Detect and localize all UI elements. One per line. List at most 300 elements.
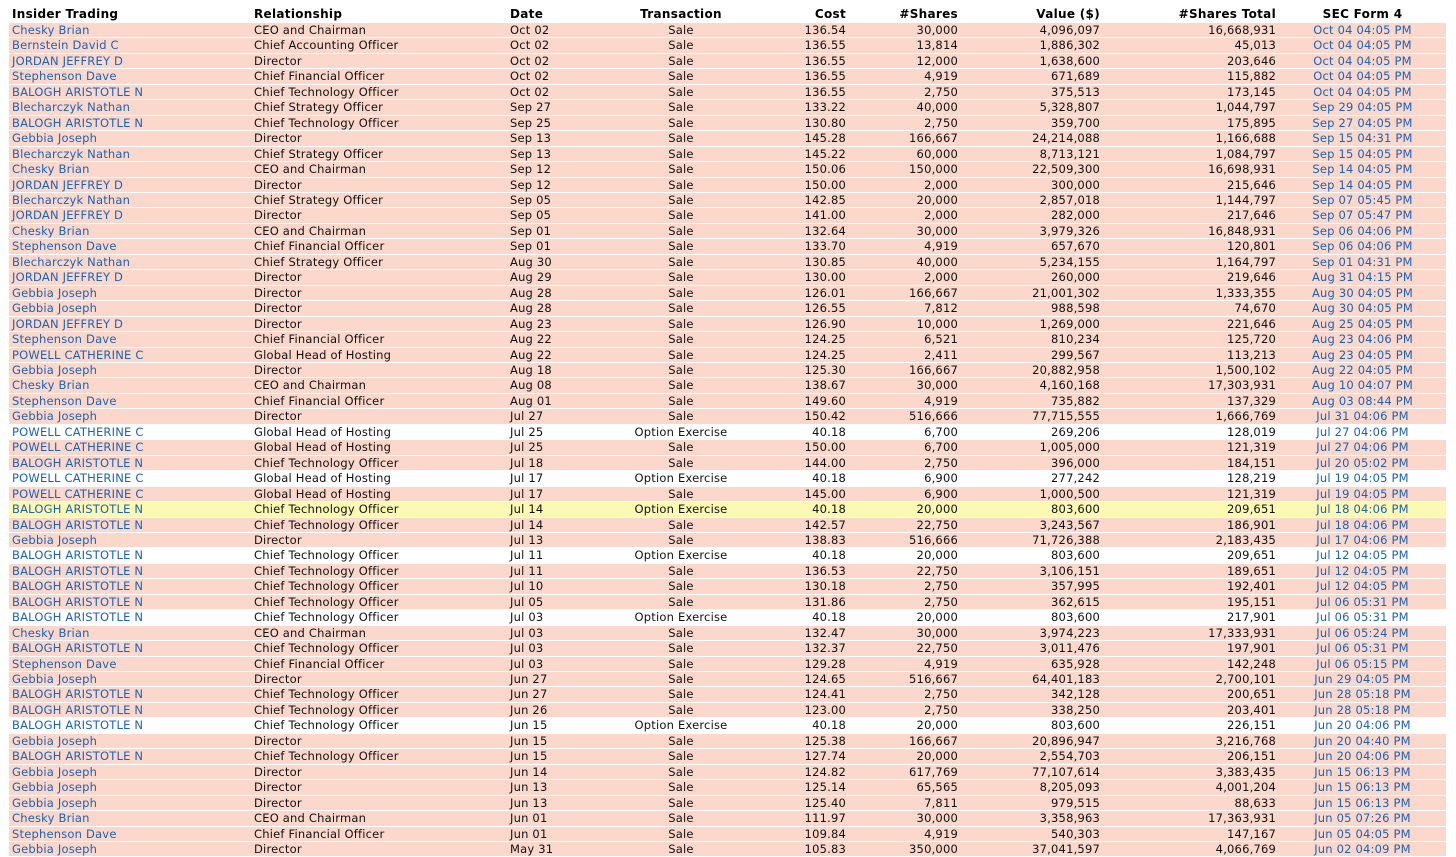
insider-name[interactable]: BALOGH ARISTOTLE N	[9, 455, 251, 470]
value: 20,882,958	[961, 362, 1103, 377]
transaction-type: Sale	[611, 409, 751, 424]
insider-name[interactable]: Chesky Brian	[9, 378, 251, 393]
transaction-type: Option Exercise	[611, 502, 751, 517]
shares-total: 219,646	[1103, 270, 1279, 285]
header-insider-trading[interactable]: Insider Trading	[9, 5, 251, 23]
header-transaction[interactable]: Transaction	[611, 5, 751, 23]
shares-total: 115,882	[1103, 69, 1279, 84]
sec-form-4-link[interactable]: Jul 12 04:05 PM	[1279, 563, 1446, 578]
transaction-type: Sale	[611, 239, 751, 254]
sec-form-4-link[interactable]: Sep 14 04:05 PM	[1279, 162, 1446, 177]
sec-form-4-link[interactable]: Jul 06 05:24 PM	[1279, 625, 1446, 640]
shares-total: 226,151	[1103, 718, 1279, 733]
relationship: Global Head of Hosting	[251, 347, 507, 362]
relationship: Chief Technology Officer	[251, 517, 507, 532]
insider-name[interactable]: BALOGH ARISTOTLE N	[9, 115, 251, 130]
sec-form-4-link[interactable]: Jun 20 04:06 PM	[1279, 718, 1446, 733]
insider-name[interactable]: POWELL CATHERINE C	[9, 486, 251, 501]
insider-name[interactable]: Gebbia Joseph	[9, 733, 251, 748]
sec-form-4-link[interactable]: Jun 15 06:13 PM	[1279, 795, 1446, 810]
sec-form-4-link[interactable]: Sep 07 05:45 PM	[1279, 192, 1446, 207]
insider-name[interactable]: JORDAN JEFFREY D	[9, 53, 251, 68]
shares: 166,667	[849, 285, 961, 300]
sec-form-4-link[interactable]: Aug 22 04:05 PM	[1279, 362, 1446, 377]
cost: 136.54	[751, 23, 849, 38]
insider-name[interactable]: BALOGH ARISTOTLE N	[9, 548, 251, 563]
trade-date: Aug 23	[507, 316, 611, 331]
insider-name[interactable]: BALOGH ARISTOTLE N	[9, 702, 251, 717]
transaction-type: Sale	[611, 192, 751, 207]
transaction-type: Sale	[611, 826, 751, 841]
insider-name[interactable]: JORDAN JEFFREY D	[9, 208, 251, 223]
trade-date: Jul 11	[507, 548, 611, 563]
trade-date: May 31	[507, 842, 611, 857]
sec-form-4-link[interactable]: Jul 17 04:06 PM	[1279, 532, 1446, 547]
trade-date: Jul 14	[507, 517, 611, 532]
shares-total: 173,145	[1103, 84, 1279, 99]
shares: 166,667	[849, 733, 961, 748]
cost: 145.22	[751, 146, 849, 161]
cost: 126.90	[751, 316, 849, 331]
transaction-type: Sale	[611, 702, 751, 717]
sec-form-4-link[interactable]: Jul 12 04:05 PM	[1279, 579, 1446, 594]
table-row	[9, 146, 1446, 161]
cost: 136.55	[751, 84, 849, 99]
shares-total: 1,666,769	[1103, 409, 1279, 424]
sec-form-4-link[interactable]: Jul 19 04:05 PM	[1279, 486, 1446, 501]
transaction-type: Sale	[611, 486, 751, 501]
insider-name[interactable]: Chesky Brian	[9, 223, 251, 238]
insider-name[interactable]: Bernstein David C	[9, 38, 251, 53]
shares-total: 3,383,435	[1103, 764, 1279, 779]
sec-form-4-link[interactable]: Sep 27 04:05 PM	[1279, 115, 1446, 130]
table-row	[9, 285, 1446, 300]
insider-name[interactable]: Blecharczyk Nathan	[9, 100, 251, 115]
insider-name[interactable]: BALOGH ARISTOTLE N	[9, 594, 251, 609]
sec-form-4-link[interactable]: Oct 04 04:05 PM	[1279, 23, 1446, 38]
table-row	[9, 378, 1446, 393]
table-row	[9, 532, 1446, 547]
insider-name[interactable]: Chesky Brian	[9, 811, 251, 826]
transaction-type: Option Exercise	[611, 548, 751, 563]
trade-date: Oct 02	[507, 38, 611, 53]
insider-name[interactable]: JORDAN JEFFREY D	[9, 270, 251, 285]
cost: 126.55	[751, 301, 849, 316]
insider-name[interactable]: BALOGH ARISTOTLE N	[9, 563, 251, 578]
table-row	[9, 733, 1446, 748]
header-sec-form-4[interactable]: SEC Form 4	[1279, 5, 1446, 23]
value: 64,401,183	[961, 672, 1103, 687]
trade-date: Aug 18	[507, 362, 611, 377]
sec-form-4-link[interactable]: Jun 15 06:13 PM	[1279, 780, 1446, 795]
sec-form-4-link[interactable]: Oct 04 04:05 PM	[1279, 53, 1446, 68]
trade-date: Aug 28	[507, 285, 611, 300]
relationship: Chief Technology Officer	[251, 563, 507, 578]
trade-date: Oct 02	[507, 53, 611, 68]
insider-name[interactable]: Gebbia Joseph	[9, 780, 251, 795]
relationship: Chief Technology Officer	[251, 84, 507, 99]
insider-name[interactable]: Stephenson Dave	[9, 393, 251, 408]
cost: 138.83	[751, 532, 849, 547]
insider-name[interactable]: BALOGH ARISTOTLE N	[9, 687, 251, 702]
insider-name[interactable]: Stephenson Dave	[9, 826, 251, 841]
transaction-type: Sale	[611, 641, 751, 656]
sec-form-4-link[interactable]: Sep 29 04:05 PM	[1279, 100, 1446, 115]
relationship: Global Head of Hosting	[251, 486, 507, 501]
shares-total: 175,895	[1103, 115, 1279, 130]
trade-date: Jun 01	[507, 811, 611, 826]
shares: 20,000	[849, 548, 961, 563]
shares: 60,000	[849, 146, 961, 161]
transaction-type: Sale	[611, 780, 751, 795]
shares: 30,000	[849, 223, 961, 238]
shares-total: 17,303,931	[1103, 378, 1279, 393]
table-row	[9, 270, 1446, 285]
shares-total: 217,901	[1103, 610, 1279, 625]
cost: 125.40	[751, 795, 849, 810]
shares-total: 195,151	[1103, 594, 1279, 609]
sec-form-4-link[interactable]: Aug 10 04:07 PM	[1279, 378, 1446, 393]
insider-name[interactable]: BALOGH ARISTOTLE N	[9, 749, 251, 764]
table-row	[9, 69, 1446, 84]
cost: 40.18	[751, 548, 849, 563]
shares: 2,750	[849, 115, 961, 130]
header-shares[interactable]: #Shares	[849, 5, 961, 23]
table-row	[9, 254, 1446, 269]
cost: 145.00	[751, 486, 849, 501]
trade-date: Jun 15	[507, 718, 611, 733]
shares-total: 1,144,797	[1103, 192, 1279, 207]
sec-form-4-link[interactable]: Jul 18 04:06 PM	[1279, 517, 1446, 532]
cost: 150.42	[751, 409, 849, 424]
sec-form-4-link[interactable]: Jun 15 06:13 PM	[1279, 764, 1446, 779]
trade-date: Aug 01	[507, 393, 611, 408]
shares-total: 2,700,101	[1103, 672, 1279, 687]
insider-name[interactable]: Stephenson Dave	[9, 69, 251, 84]
header-value[interactable]: Value ($)	[961, 5, 1103, 23]
insider-name[interactable]: Gebbia Joseph	[9, 532, 251, 547]
shares-total: 147,167	[1103, 826, 1279, 841]
sec-form-4-link[interactable]: Aug 31 04:15 PM	[1279, 270, 1446, 285]
transaction-type: Sale	[611, 23, 751, 38]
header-shares-total[interactable]: #Shares Total	[1103, 5, 1279, 23]
shares-total: 1,500,102	[1103, 362, 1279, 377]
shares: 617,769	[849, 764, 961, 779]
trade-date: Jul 25	[507, 440, 611, 455]
insider-name[interactable]: Chesky Brian	[9, 625, 251, 640]
value: 3,243,567	[961, 517, 1103, 532]
transaction-type: Sale	[611, 563, 751, 578]
insider-name[interactable]: BALOGH ARISTOTLE N	[9, 718, 251, 733]
relationship: Director	[251, 53, 507, 68]
transaction-type: Sale	[611, 455, 751, 470]
sec-form-4-link[interactable]: Sep 14 04:05 PM	[1279, 177, 1446, 192]
trade-date: Sep 01	[507, 239, 611, 254]
sec-form-4-link[interactable]: Jul 27 04:06 PM	[1279, 440, 1446, 455]
transaction-type: Option Exercise	[611, 718, 751, 733]
insider-name[interactable]: POWELL CATHERINE C	[9, 471, 251, 486]
insider-name[interactable]: POWELL CATHERINE C	[9, 424, 251, 439]
insider-name[interactable]: Stephenson Dave	[9, 332, 251, 347]
sec-form-4-link[interactable]: Jul 31 04:06 PM	[1279, 409, 1446, 424]
shares: 22,750	[849, 641, 961, 656]
insider-name[interactable]: JORDAN JEFFREY D	[9, 177, 251, 192]
insider-name[interactable]: Gebbia Joseph	[9, 362, 251, 377]
value: 803,600	[961, 610, 1103, 625]
transaction-type: Sale	[611, 517, 751, 532]
sec-form-4-link[interactable]: Jun 05 04:05 PM	[1279, 826, 1446, 841]
shares-total: 2,183,435	[1103, 532, 1279, 547]
relationship: CEO and Chairman	[251, 811, 507, 826]
trade-date: Jul 14	[507, 502, 611, 517]
shares-total: 1,044,797	[1103, 100, 1279, 115]
transaction-type: Sale	[611, 440, 751, 455]
insider-name[interactable]: Gebbia Joseph	[9, 131, 251, 146]
trade-date: Sep 01	[507, 223, 611, 238]
sec-form-4-link[interactable]: Sep 06 04:06 PM	[1279, 239, 1446, 254]
value: 540,303	[961, 826, 1103, 841]
shares-total: 16,698,931	[1103, 162, 1279, 177]
sec-form-4-link[interactable]: Aug 30 04:05 PM	[1279, 301, 1446, 316]
cost: 145.28	[751, 131, 849, 146]
shares-total: 192,401	[1103, 579, 1279, 594]
relationship: Chief Technology Officer	[251, 502, 507, 517]
table-row	[9, 764, 1446, 779]
trade-date: Sep 05	[507, 192, 611, 207]
insider-name[interactable]: POWELL CATHERINE C	[9, 347, 251, 362]
relationship: Chief Financial Officer	[251, 826, 507, 841]
insider-name[interactable]: BALOGH ARISTOTLE N	[9, 84, 251, 99]
shares: 6,900	[849, 486, 961, 501]
table-row	[9, 131, 1446, 146]
insider-name[interactable]: Gebbia Joseph	[9, 672, 251, 687]
insider-name[interactable]: BALOGH ARISTOTLE N	[9, 579, 251, 594]
cost: 132.64	[751, 223, 849, 238]
trade-date: Jun 13	[507, 780, 611, 795]
shares: 6,521	[849, 332, 961, 347]
shares-total: 217,646	[1103, 208, 1279, 223]
sec-form-4-link[interactable]: Sep 07 05:47 PM	[1279, 208, 1446, 223]
sec-form-4-link[interactable]: Sep 06 04:06 PM	[1279, 223, 1446, 238]
shares: 2,750	[849, 579, 961, 594]
sec-form-4-link[interactable]: Aug 30 04:05 PM	[1279, 285, 1446, 300]
table-row	[9, 455, 1446, 470]
trade-date: Jul 03	[507, 656, 611, 671]
shares-total: 4,066,769	[1103, 842, 1279, 857]
shares-total: 16,848,931	[1103, 223, 1279, 238]
insider-name[interactable]: BALOGH ARISTOTLE N	[9, 610, 251, 625]
header-relationship[interactable]: Relationship	[251, 5, 507, 23]
value: 3,974,223	[961, 625, 1103, 640]
trade-date: Aug 30	[507, 254, 611, 269]
transaction-type: Sale	[611, 38, 751, 53]
cost: 125.14	[751, 780, 849, 795]
transaction-type: Sale	[611, 53, 751, 68]
shares: 65,565	[849, 780, 961, 795]
shares: 4,919	[849, 656, 961, 671]
value: 1,638,600	[961, 53, 1103, 68]
trade-date: Oct 02	[507, 69, 611, 84]
trade-date: Jul 17	[507, 486, 611, 501]
relationship: Director	[251, 532, 507, 547]
insider-name[interactable]: JORDAN JEFFREY D	[9, 316, 251, 331]
value: 359,700	[961, 115, 1103, 130]
insider-name[interactable]: Gebbia Joseph	[9, 764, 251, 779]
cost: 150.06	[751, 162, 849, 177]
cost: 133.22	[751, 100, 849, 115]
sec-form-4-link[interactable]: Sep 01 04:31 PM	[1279, 254, 1446, 269]
sec-form-4-link[interactable]: Jul 19 04:05 PM	[1279, 471, 1446, 486]
insider-name[interactable]: Gebbia Joseph	[9, 301, 251, 316]
cost: 131.86	[751, 594, 849, 609]
relationship: Chief Technology Officer	[251, 702, 507, 717]
sec-form-4-link[interactable]: Jul 06 05:31 PM	[1279, 610, 1446, 625]
shares-total: 74,670	[1103, 301, 1279, 316]
sec-form-4-link[interactable]: Jul 27 04:06 PM	[1279, 424, 1446, 439]
cost: 136.55	[751, 38, 849, 53]
sec-form-4-link[interactable]: Jul 12 04:05 PM	[1279, 548, 1446, 563]
table-row	[9, 53, 1446, 68]
relationship: Director	[251, 270, 507, 285]
shares: 30,000	[849, 811, 961, 826]
relationship: Chief Financial Officer	[251, 393, 507, 408]
cost: 144.00	[751, 455, 849, 470]
shares-total: 1,333,355	[1103, 285, 1279, 300]
sec-form-4-link[interactable]: Oct 04 04:05 PM	[1279, 84, 1446, 99]
value: 362,615	[961, 594, 1103, 609]
relationship: Chief Financial Officer	[251, 69, 507, 84]
value: 3,979,326	[961, 223, 1103, 238]
transaction-type: Sale	[611, 208, 751, 223]
insider-name[interactable]: Blecharczyk Nathan	[9, 146, 251, 161]
value: 396,000	[961, 455, 1103, 470]
table-row	[9, 100, 1446, 115]
transaction-type: Sale	[611, 301, 751, 316]
sec-form-4-link[interactable]: Oct 04 04:05 PM	[1279, 38, 1446, 53]
insider-name[interactable]: Gebbia Joseph	[9, 795, 251, 810]
sec-form-4-link[interactable]: Jun 28 05:18 PM	[1279, 702, 1446, 717]
sec-form-4-link[interactable]: Aug 25 04:05 PM	[1279, 316, 1446, 331]
header-cost[interactable]: Cost	[751, 5, 849, 23]
sec-form-4-link[interactable]: Aug 03 08:44 PM	[1279, 393, 1446, 408]
value: 8,205,093	[961, 780, 1103, 795]
cost: 40.18	[751, 718, 849, 733]
value: 269,206	[961, 424, 1103, 439]
trade-date: Sep 12	[507, 162, 611, 177]
sec-form-4-link[interactable]: Jul 06 05:15 PM	[1279, 656, 1446, 671]
insider-name[interactable]: BALOGH ARISTOTLE N	[9, 502, 251, 517]
insider-name[interactable]: Gebbia Joseph	[9, 409, 251, 424]
sec-form-4-link[interactable]: Jul 20 05:02 PM	[1279, 455, 1446, 470]
transaction-type: Sale	[611, 177, 751, 192]
sec-form-4-link[interactable]: Sep 15 04:31 PM	[1279, 131, 1446, 146]
sec-form-4-link[interactable]: Aug 23 04:05 PM	[1279, 347, 1446, 362]
trade-date: Aug 22	[507, 332, 611, 347]
trade-date: Oct 02	[507, 23, 611, 38]
shares-total: 45,013	[1103, 38, 1279, 53]
value: 1,269,000	[961, 316, 1103, 331]
shares-total: 128,219	[1103, 471, 1279, 486]
shares: 6,700	[849, 424, 961, 439]
trade-date: Jul 25	[507, 424, 611, 439]
table-row	[9, 347, 1446, 362]
table-row	[9, 641, 1446, 656]
table-row	[9, 780, 1446, 795]
table-row	[9, 826, 1446, 841]
cost: 133.70	[751, 239, 849, 254]
shares: 30,000	[849, 625, 961, 640]
sec-form-4-link[interactable]: Jul 06 05:31 PM	[1279, 594, 1446, 609]
relationship: CEO and Chairman	[251, 223, 507, 238]
insider-name[interactable]: Blecharczyk Nathan	[9, 254, 251, 269]
table-row	[9, 23, 1446, 38]
header-date[interactable]: Date	[507, 5, 611, 23]
sec-form-4-link[interactable]: Jun 05 07:26 PM	[1279, 811, 1446, 826]
shares: 7,812	[849, 301, 961, 316]
shares: 20,000	[849, 192, 961, 207]
insider-name[interactable]: POWELL CATHERINE C	[9, 440, 251, 455]
transaction-type: Sale	[611, 393, 751, 408]
value: 22,509,300	[961, 162, 1103, 177]
cost: 125.30	[751, 362, 849, 377]
cost: 129.28	[751, 656, 849, 671]
insider-name[interactable]: Stephenson Dave	[9, 239, 251, 254]
insider-name[interactable]: BALOGH ARISTOTLE N	[9, 641, 251, 656]
insider-name[interactable]: BALOGH ARISTOTLE N	[9, 517, 251, 532]
shares-total: 121,319	[1103, 486, 1279, 501]
sec-form-4-link[interactable]: Aug 23 04:06 PM	[1279, 332, 1446, 347]
shares-total: 221,646	[1103, 316, 1279, 331]
sec-form-4-link[interactable]: Jul 18 04:06 PM	[1279, 502, 1446, 517]
transaction-type: Sale	[611, 579, 751, 594]
transaction-type: Option Exercise	[611, 471, 751, 486]
trade-date: Sep 13	[507, 146, 611, 161]
sec-form-4-link[interactable]: Jun 02 04:09 PM	[1279, 842, 1446, 857]
insider-name[interactable]: Gebbia Joseph	[9, 285, 251, 300]
table-row	[9, 239, 1446, 254]
insider-name[interactable]: Stephenson Dave	[9, 656, 251, 671]
transaction-type: Sale	[611, 811, 751, 826]
sec-form-4-link[interactable]: Jun 20 04:40 PM	[1279, 733, 1446, 748]
insider-name[interactable]: Chesky Brian	[9, 162, 251, 177]
shares-total: 17,333,931	[1103, 625, 1279, 640]
trade-date: Sep 27	[507, 100, 611, 115]
table-row	[9, 162, 1446, 177]
sec-form-4-link[interactable]: Jun 28 05:18 PM	[1279, 687, 1446, 702]
relationship: Chief Technology Officer	[251, 115, 507, 130]
value: 21,001,302	[961, 285, 1103, 300]
cost: 141.00	[751, 208, 849, 223]
table-row	[9, 223, 1446, 238]
sec-form-4-link[interactable]: Jul 06 05:31 PM	[1279, 641, 1446, 656]
insider-name[interactable]: Blecharczyk Nathan	[9, 192, 251, 207]
insider-name[interactable]: Gebbia Joseph	[9, 842, 251, 857]
value: 803,600	[961, 718, 1103, 733]
insider-name[interactable]: Chesky Brian	[9, 23, 251, 38]
trade-date: Jul 03	[507, 610, 611, 625]
trade-date: Jul 05	[507, 594, 611, 609]
trade-date: Oct 02	[507, 84, 611, 99]
value: 260,000	[961, 270, 1103, 285]
sec-form-4-link[interactable]: Oct 04 04:05 PM	[1279, 69, 1446, 84]
trade-date: Aug 08	[507, 378, 611, 393]
sec-form-4-link[interactable]: Jun 20 04:06 PM	[1279, 749, 1446, 764]
value: 1,000,500	[961, 486, 1103, 501]
sec-form-4-link[interactable]: Sep 15 04:05 PM	[1279, 146, 1446, 161]
trade-date: Aug 22	[507, 347, 611, 362]
cost: 123.00	[751, 702, 849, 717]
sec-form-4-link[interactable]: Jun 29 04:05 PM	[1279, 672, 1446, 687]
